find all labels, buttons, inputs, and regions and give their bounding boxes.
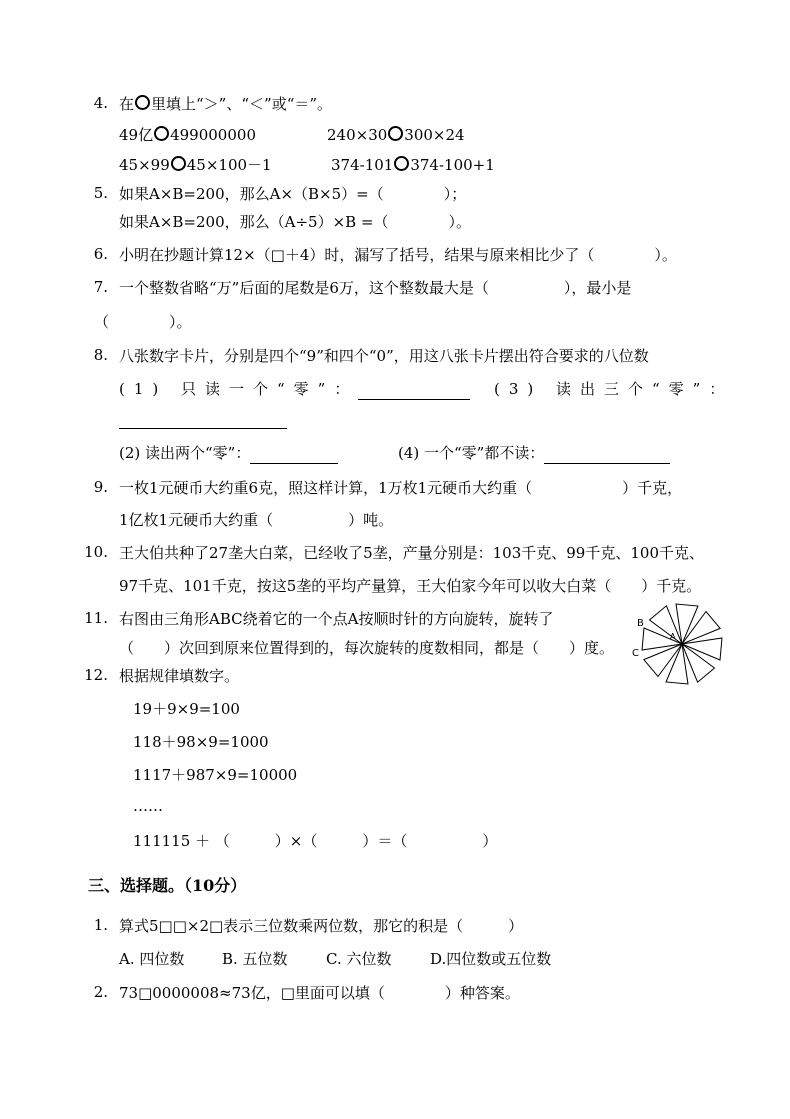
choice-option-d[interactable]: D.四位数或五位数 bbox=[430, 950, 552, 968]
question-8-option-2: (2) 读出两个“零”： bbox=[119, 443, 338, 464]
question-4-item-b: 240×30 300×24 bbox=[327, 126, 465, 144]
question-12-title: 根据规律填数字。 bbox=[119, 667, 240, 685]
circle-blank-icon[interactable] bbox=[388, 126, 403, 141]
choice-option-b[interactable]: B. 五位数 bbox=[222, 950, 288, 968]
question-4-item-c: 45×99 45×100－1 bbox=[119, 156, 272, 174]
pattern-equation-1: 19＋9×9=100 bbox=[133, 700, 240, 718]
question-number: 2. bbox=[93, 983, 108, 1001]
point-a-label: A bbox=[670, 632, 676, 641]
question-4-item-a: 49亿 499000000 bbox=[119, 126, 256, 144]
point-b-label: B bbox=[637, 618, 644, 629]
question-11-line-2: （ ）次回到原来位置得到的，每次旋转的度数相同，都是（ ）度。 bbox=[119, 639, 615, 657]
question-9-line-2: 1亿枚1元硬币大约重（ ）吨。 bbox=[119, 511, 394, 529]
question-8-option-3-blank bbox=[119, 408, 287, 429]
answer-blank[interactable] bbox=[250, 443, 338, 464]
question-5-line-1: 如果A×B=200，那么A×（B×5）=（ ）； bbox=[119, 185, 467, 203]
question-8-line-1: 八张数字卡片，分别是四个“9”和四个“0”，用这八张卡片摆出符合要求的八位数 bbox=[119, 347, 649, 365]
answer-blank[interactable] bbox=[358, 379, 470, 400]
pattern-equation-3: 1117＋987×9=10000 bbox=[133, 766, 298, 784]
question-11-line-1: 右图由三角形ABC绕着它的一个点A按顺时针的方向旋转，旋转了 bbox=[119, 610, 554, 628]
question-number: 4. bbox=[93, 94, 108, 112]
question-4-prompt: 在 里填上“＞”、“＜”或“＝”。 bbox=[119, 95, 333, 113]
question-8-option-4: (4) 一个“零”都不读： bbox=[398, 443, 670, 464]
circle-blank-icon[interactable] bbox=[394, 156, 409, 171]
circle-blank-icon[interactable] bbox=[154, 126, 169, 141]
choice-question-2-text: 73□0000008≈73亿，□里面可以填（ ）种答案。 bbox=[119, 984, 520, 1002]
question-8-option-1: (1) 只读一个“零”： bbox=[119, 379, 470, 400]
question-8-option-3-label: (3) 读出三个“零”： bbox=[494, 380, 734, 398]
question-number: 8. bbox=[93, 346, 108, 364]
choice-question-1-text: 算式5□□×2□表示三位数乘两位数，那它的积是（ ） bbox=[119, 917, 524, 935]
pattern-ellipsis: …… bbox=[133, 797, 163, 815]
question-number: 9. bbox=[93, 478, 108, 496]
pattern-equation-4: 111115 ＋ （ ）×（ ）＝（ ） bbox=[133, 832, 498, 850]
question-7-line-1: 一个整数省略“万”后面的尾数是6万，这个整数最大是（ ），最小是 bbox=[119, 279, 632, 297]
question-number: 11. bbox=[84, 609, 108, 627]
question-number: 7. bbox=[93, 278, 108, 296]
answer-blank[interactable] bbox=[119, 408, 287, 429]
question-number: 6. bbox=[93, 245, 108, 263]
circle-blank-icon[interactable] bbox=[171, 156, 186, 171]
point-c-label: C bbox=[632, 648, 639, 659]
section-title: 三、选择题。（10分） bbox=[88, 876, 247, 895]
question-10-line-1: 王大伯共种了27垄大白菜，已经收了5垄，产量分别是：103千克、99千克、100千克、 bbox=[119, 544, 704, 562]
circle-blank-icon bbox=[135, 95, 150, 110]
question-number: 10. bbox=[84, 543, 108, 561]
rotated-triangles-figure bbox=[628, 600, 728, 690]
question-6-text: 小明在抄题计算12×（□＋4）时，漏写了括号，结果与原来相比少了（ ）。 bbox=[119, 246, 677, 264]
question-5-line-2: 如果A×B=200，那么（A÷5）×B =（ ）。 bbox=[119, 213, 471, 231]
question-4-item-d: 374-101 374-100+1 bbox=[331, 156, 495, 174]
question-number: 12. bbox=[84, 666, 108, 684]
question-7-line-2: （ ）。 bbox=[94, 313, 192, 331]
question-9-line-1: 一枚1元硬币大约重6克，照这样计算，1万枚1元硬币大约重（ ）千克， bbox=[119, 479, 683, 497]
answer-blank[interactable] bbox=[544, 443, 670, 464]
choice-option-c[interactable]: C. 六位数 bbox=[326, 950, 392, 968]
question-10-line-2: 97千克、101千克，按这5垄的平均产量算，王大伯家今年可以收大白菜（ ）千克。 bbox=[119, 577, 702, 595]
pattern-equation-2: 118＋98×9=1000 bbox=[133, 733, 269, 751]
choice-option-a[interactable]: A. 四位数 bbox=[119, 950, 185, 968]
question-number: 1. bbox=[93, 916, 108, 934]
question-number: 5. bbox=[93, 184, 108, 202]
